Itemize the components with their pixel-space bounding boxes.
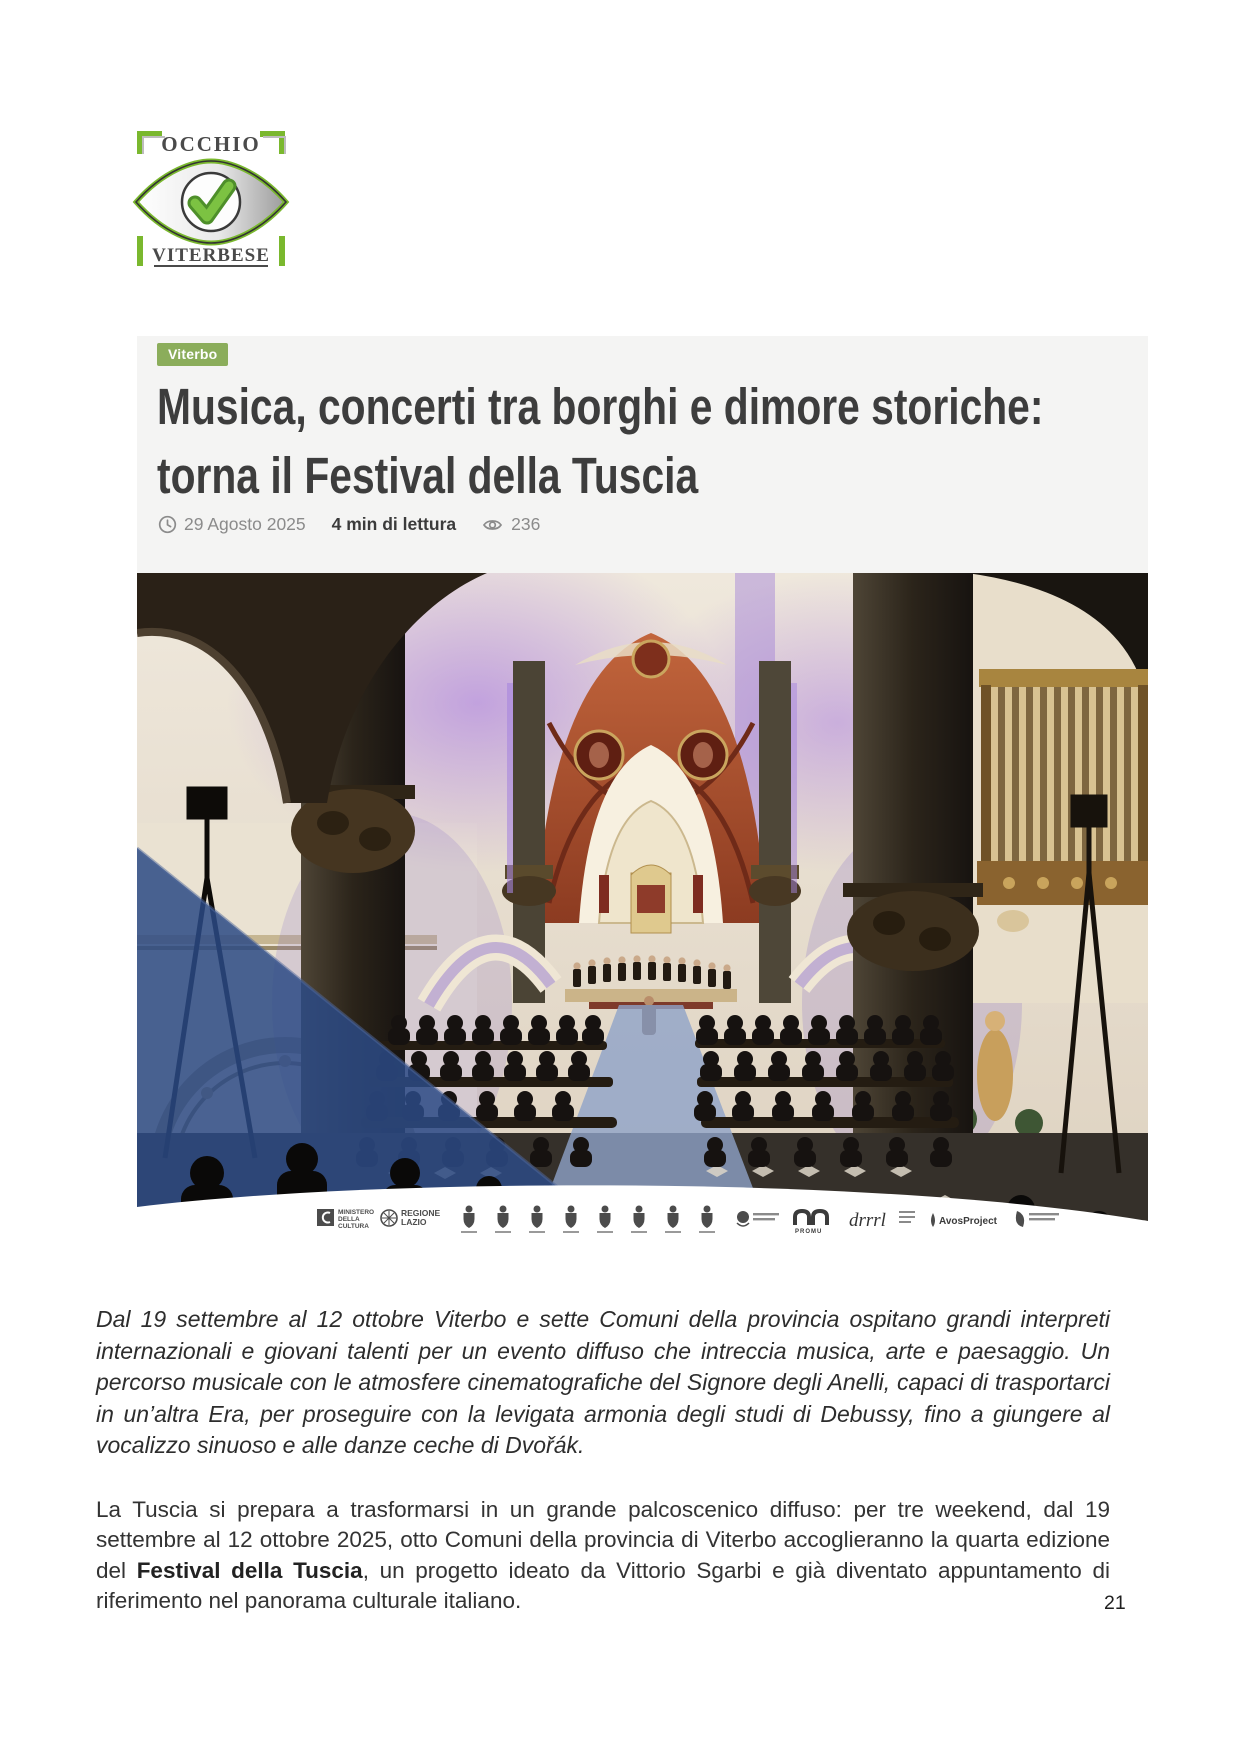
read-time: 4 min di lettura <box>331 514 457 534</box>
sponsor-logo-avosproject <box>931 1213 998 1227</box>
logo-top-text: OCCHIO <box>161 132 261 156</box>
body-paragraph <box>96 1495 1110 1617</box>
views-eye-icon <box>482 517 503 533</box>
svg-text:LAZIO: LAZIO <box>401 1217 427 1227</box>
eye-icon <box>136 161 286 243</box>
svg-text:CULTURA: CULTURA <box>338 1223 369 1230</box>
article-title <box>157 372 1242 510</box>
category-badge[interactable]: Viterbo <box>157 343 228 366</box>
article-card <box>137 336 1148 1251</box>
svg-text:PROMU: PROMU <box>795 1229 823 1235</box>
page-number: 21 <box>1104 1592 1126 1614</box>
svg-text:DELLA: DELLA <box>338 1216 360 1223</box>
views-count: 236 <box>511 514 541 534</box>
svg-text:AvosProject: AvosProject <box>939 1216 997 1227</box>
clock-icon <box>158 515 177 534</box>
publish-date: 29 Agosto 2025 <box>184 514 306 534</box>
site-logo <box>126 124 296 282</box>
pipe-organ <box>967 573 1148 1003</box>
lead-paragraph: Dal 19 settembre al 12 ottobre Viterbo e sette Comuni della provincia ospitano grandi interpreti internazionali e giovani talenti per un evento diffuso che intreccia musica, arte e paesaggio. Un percorso musicale con le atmosfere cinematografiche del Signore degli Anelli, capaci di trasportarci in un’altra Era, per proseguire con la levigata armonia degli studi di Debussy, fino a giungere al vocalizzo sinuoso e alle danze ceche di Dvořák. <box>96 1306 1110 1458</box>
article-title-line2: torna il Festival della Tuscia <box>157 447 699 504</box>
body-paragraph-end: , un progetto ideato da Vittorio Sgarbi e già diventato appuntamento di riferimento nel panorama culturale italiano. <box>96 1557 1110 1613</box>
article-photo <box>137 573 1148 1251</box>
svg-text:MINISTERO: MINISTERO <box>338 1209 375 1216</box>
festival-name-bold: Festival della Tuscia <box>136 1557 363 1583</box>
svg-text:drrrl: drrrl <box>849 1210 886 1231</box>
article-title-line1: Musica, concerti tra borghi e dimore storiche: <box>157 378 1044 435</box>
svg-text:REGIONE: REGIONE <box>401 1208 441 1218</box>
logo-bottom-text: VITERBESE <box>152 245 270 266</box>
body-paragraph-start: La Tuscia si prepara a trasformarsi in un grande palcoscenico diffuso: per tre weekend, dal 19 settembre al 12 ottobre 2025, otto Comuni della provincia di Viterbo accoglieranno la quarta edizione del <box>96 1496 1110 1583</box>
article-meta <box>158 514 540 535</box>
